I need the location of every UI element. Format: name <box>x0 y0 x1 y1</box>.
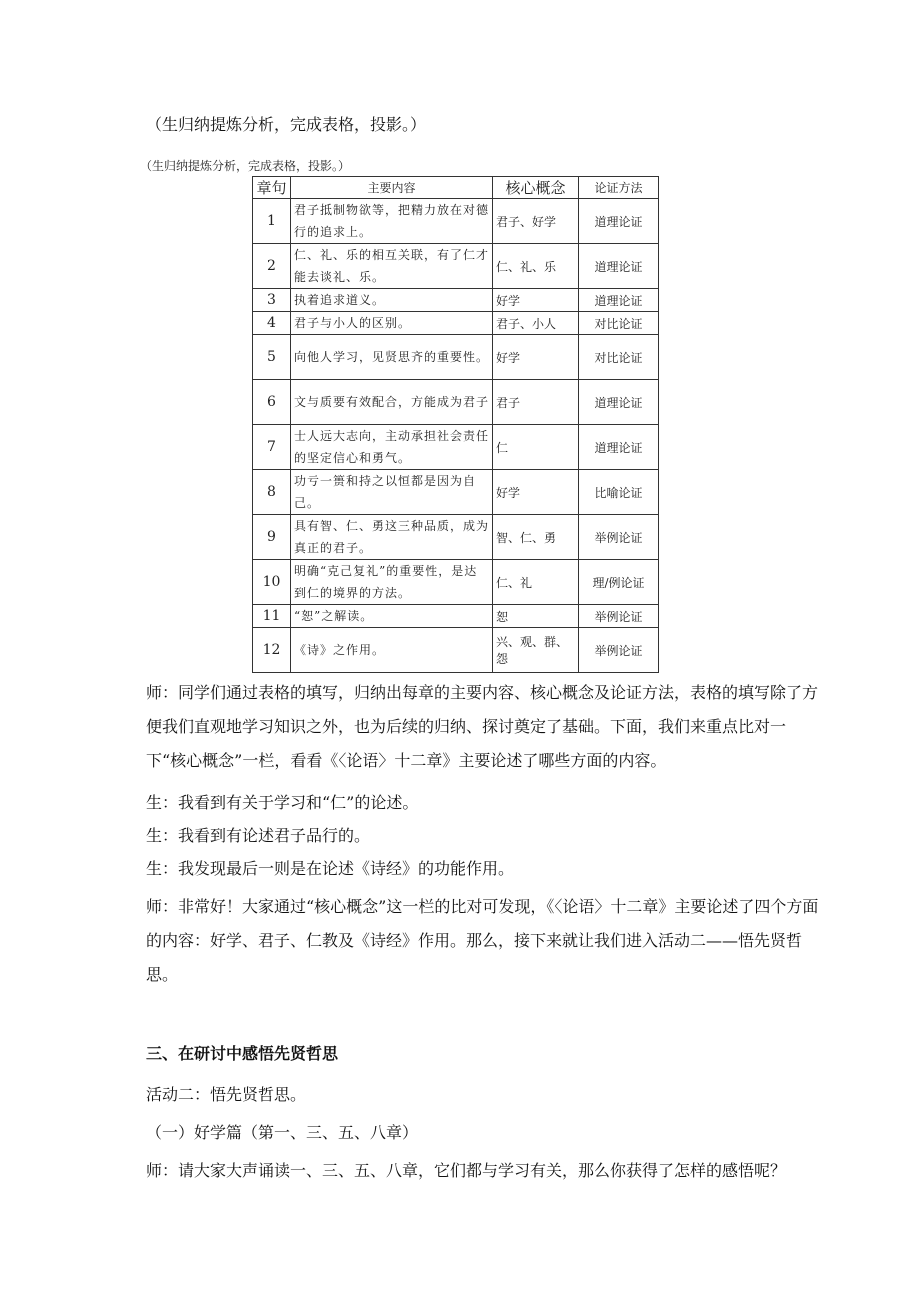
header-method: 论证方法 <box>579 177 659 199</box>
row-method: 理/例论证 <box>579 560 659 605</box>
row-content: 执着追求道义。 <box>291 289 493 312</box>
section-heading: 三、在研讨中感悟先贤哲思 <box>146 1044 339 1063</box>
row-number: 2 <box>253 244 291 289</box>
row-method: 道理论证 <box>579 289 659 312</box>
table-row <box>253 515 659 560</box>
row-content: 明确“克己复礼”的重要性，是达到仁的境界的方法。 <box>291 560 493 605</box>
row-content: 士人远大志向，主动承担社会责任的坚定信心和勇气。 <box>291 425 493 470</box>
row-number: 6 <box>253 380 291 425</box>
student-paragraph-3: 生：我发现最后一则是在论述《诗经》的功能作用。 <box>146 859 515 878</box>
row-method: 道理论证 <box>579 244 659 289</box>
table-row <box>253 380 659 425</box>
row-method: 道理论证 <box>579 199 659 244</box>
row-number: 8 <box>253 470 291 515</box>
row-number: 9 <box>253 515 291 560</box>
row-concept: 君子 <box>493 380 579 425</box>
row-number: 3 <box>253 289 291 312</box>
table-row <box>253 312 659 335</box>
student-paragraph-2: 生：我看到有论述君子品行的。 <box>146 826 371 845</box>
table-row <box>253 199 659 244</box>
teacher-question: 师：请大家大声诵读一、三、五、八章，它们都与学习有关，那么你获得了怎样的感悟呢？ <box>146 1161 787 1180</box>
row-method: 对比论证 <box>579 335 659 380</box>
row-content: 君子抵制物欲等，把精力放在对德行的追求上。 <box>291 199 493 244</box>
row-concept: 好学 <box>493 335 579 380</box>
row-content: 仁、礼、乐的相互关联，有了仁才能去谈礼、乐。 <box>291 244 493 289</box>
row-number: 10 <box>253 560 291 605</box>
row-concept: 好学 <box>493 470 579 515</box>
table-caption: （生归纳提炼分析，完成表格，投影。） <box>140 159 351 173</box>
row-concept: 恕 <box>493 605 579 628</box>
row-concept: 仁、礼 <box>493 560 579 605</box>
header-content: 主要内容 <box>291 177 493 199</box>
header-concept: 核心概念 <box>493 177 579 199</box>
subsection-title: （一）好学篇（第一、三、五、八章） <box>146 1123 419 1142</box>
row-content: 功亏一篑和持之以恒都是因为自己。 <box>291 470 493 515</box>
header-chapter: 章句 <box>253 177 291 199</box>
row-number: 7 <box>253 425 291 470</box>
row-method: 举例论证 <box>579 515 659 560</box>
summary-table <box>252 176 659 673</box>
table-row <box>253 470 659 515</box>
teacher-paragraph-1: 师：同学们通过表格的填写，归纳出每章的主要内容、核心概念及论证方法，表格的填写除了方便我们直观地学习知识之外，也为后续的归纳、探讨奠定了基础。下面，我们来重点比对一下“核心概念”一栏，看看《〈论语〉十二章》主要论述了哪些方面的内容。 <box>146 683 819 770</box>
row-concept: 仁、礼、乐 <box>493 244 579 289</box>
row-concept: 智、仁、勇 <box>493 515 579 560</box>
row-number: 1 <box>253 199 291 244</box>
table-row <box>253 289 659 312</box>
row-method: 比喻论证 <box>579 470 659 515</box>
row-content: 君子与小人的区别。 <box>291 312 493 335</box>
row-content: 具有智、仁、勇这三种品质，成为真正的君子。 <box>291 515 493 560</box>
table-row <box>253 560 659 605</box>
row-number: 5 <box>253 335 291 380</box>
row-concept: 君子、小人 <box>493 312 579 335</box>
table-row <box>253 335 659 380</box>
student-paragraph-1: 生：我看到有关于学习和“仁”的论述。 <box>146 793 419 812</box>
row-content: 文与质要有效配合，方能成为君子 <box>291 380 493 425</box>
row-number: 11 <box>253 605 291 628</box>
row-concept: 兴、观、群、怨 <box>493 628 579 673</box>
table-header-row <box>253 177 659 199</box>
row-content: “恕”之解读。 <box>291 605 493 628</box>
table-row <box>253 244 659 289</box>
row-method: 道理论证 <box>579 380 659 425</box>
row-method: 举例论证 <box>579 628 659 673</box>
row-number: 4 <box>253 312 291 335</box>
row-content: 向他人学习，见贤思齐的重要性。 <box>291 335 493 380</box>
teacher-paragraph-2: 师：非常好！大家通过“核心概念”这一栏的比对可发现，《〈论语〉十二章》主要论述了四个方面的内容：好学、君子、仁教及《诗经》作用。那么，接下来就让我们进入活动二——悟先贤哲思。 <box>146 897 819 984</box>
table-row <box>253 605 659 628</box>
caption-top: （生归纳提炼分析，完成表格，投影。） <box>146 115 427 134</box>
row-number: 12 <box>253 628 291 673</box>
row-concept: 好学 <box>493 289 579 312</box>
row-method: 道理论证 <box>579 425 659 470</box>
table-row <box>253 628 659 673</box>
row-concept: 君子、好学 <box>493 199 579 244</box>
row-method: 对比论证 <box>579 312 659 335</box>
row-method: 举例论证 <box>579 605 659 628</box>
row-content: 《诗》之作用。 <box>291 628 493 673</box>
row-concept: 仁 <box>493 425 579 470</box>
table-row <box>253 425 659 470</box>
activity-title: 活动二：悟先贤哲思。 <box>146 1085 307 1104</box>
